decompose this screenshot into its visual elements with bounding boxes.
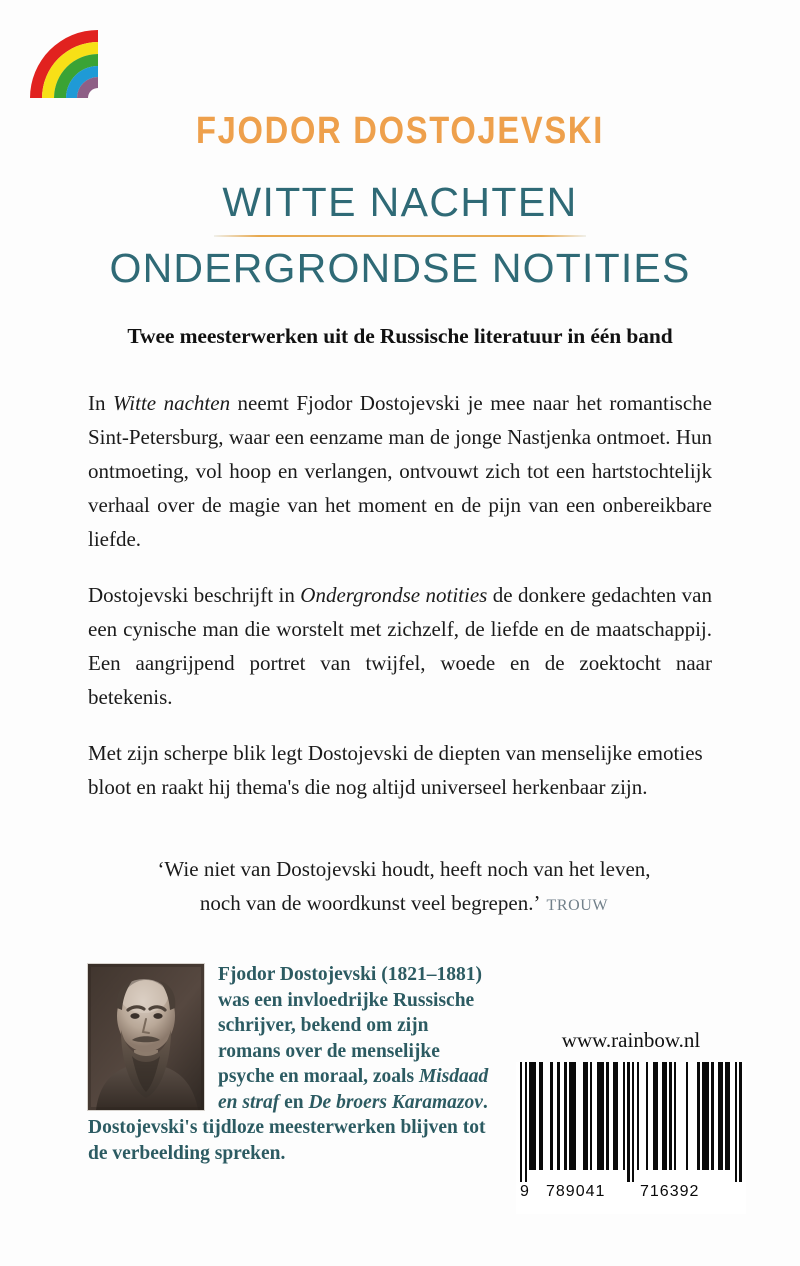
bio-text-post: . Dostojevski's tijdloze meesterwerken blijven tot de verbeelding spreken. (88, 1091, 488, 1164)
barcode-bar (686, 1062, 688, 1170)
blurb-paragraph-1 (88, 386, 712, 556)
blurb-paragraph-2 (88, 578, 712, 714)
quote-line-1: ‘Wie niet van Dostojevski houdt, heeft noch van het leven, (157, 857, 651, 881)
barcode-bar (520, 1062, 522, 1182)
bio-work-misdaad-en-straf: Misdaad en straf (218, 1066, 489, 1113)
barcode-bar (646, 1062, 648, 1170)
blurb-body (88, 386, 712, 804)
barcode-bar (725, 1062, 730, 1170)
author-portrait-photo (88, 964, 204, 1110)
blurb-paragraph-3: Met zijn scherpe blik legt Dostojevski de diepten van menselijke emoties bloot en raakt hij thema's die nog altijd universeel herkenbaar zijn. (88, 741, 703, 799)
barcode-bar (674, 1062, 676, 1170)
barcode-bar (583, 1062, 588, 1170)
bio-work-de-broers-karamazov: De broers Karamazov (308, 1091, 483, 1113)
barcode-bar (557, 1062, 559, 1170)
barcode-bar (590, 1062, 592, 1170)
barcode-bar (606, 1062, 608, 1170)
barcode-bar (711, 1062, 713, 1170)
barcode-bar (564, 1062, 566, 1170)
blurb-p1-title: Witte nachten (112, 391, 231, 415)
barcode-bar (623, 1062, 625, 1170)
rainbow-publisher-logo-icon (28, 28, 106, 100)
barcode-bar (569, 1062, 576, 1170)
barcode-bar (653, 1062, 658, 1170)
title-divider-rule (214, 235, 586, 237)
isbn-lead-digit: 9 (520, 1183, 530, 1200)
quote-source-attribution: TROUW (546, 897, 609, 914)
barcode-bar (632, 1062, 634, 1182)
book-title-block (0, 180, 800, 291)
barcode-bar (613, 1062, 618, 1170)
barcode-bar (739, 1062, 741, 1182)
isbn-barcode-bars (520, 1062, 742, 1182)
press-pull-quote (96, 852, 712, 923)
title-line-witte-nachten: WITTE NACHTEN (222, 179, 578, 225)
quote-line-2: noch van de woordkunst veel begrepen.’ (199, 891, 541, 915)
barcode-bar (539, 1062, 544, 1170)
publisher-website-url[interactable]: www.rainbow.nl (561, 1028, 701, 1052)
blurb-p1-post: neemt Fjodor Dostojevski je mee naar het romantische Sint-Petersburg, waar een eenzame man de jonge Nastjenka ontmoet. Hun ontmoeting, vol hoop en verlangen, ontvouwt zich tot een hartstochtelijk verhaal over de magie van het moment en de pijn van een onbereikbare liefde. (88, 391, 712, 551)
barcode-bar (525, 1062, 527, 1182)
barcode-bar (529, 1062, 536, 1170)
blurb-p1-pre: In (88, 391, 113, 415)
barcode-bar (702, 1062, 709, 1170)
title-line-ondergrondse-notities: ONDERGRONDSE NOTITIES (109, 245, 691, 292)
barcode-bar (697, 1062, 699, 1170)
barcode-bar (669, 1062, 671, 1170)
isbn-left-group: 789041 (546, 1183, 606, 1200)
isbn-barcode (516, 1062, 746, 1214)
barcode-bar (627, 1062, 629, 1182)
isbn-barcode-digits (520, 1182, 742, 1204)
isbn-right-group: 716392 (640, 1183, 700, 1200)
barcode-bar (662, 1062, 667, 1170)
blurb-p2-title: Ondergrondse notities (300, 583, 488, 607)
blurb-p2-pre: Dostojevski beschrijft in (88, 583, 301, 607)
barcode-bar (550, 1062, 552, 1170)
barcode-bar (718, 1062, 723, 1170)
quote-line-2-wrap (96, 886, 712, 923)
author-bio-block (88, 962, 492, 1166)
author-name-heading: FJODOR DOSTOJEVSKI (195, 110, 605, 152)
barcode-bar (735, 1062, 737, 1182)
bio-text-between: en (279, 1091, 309, 1113)
blurb-p2-post: de donkere gedachten van een cynische man die worstelt met zichzelf, de liefde en de maatschappij. Een aangrijpend portret van twijfel, woede en de zoektocht naar betekenis. (88, 583, 712, 709)
subtitle-text: Twee meesterwerken uit de Russische literatuur in één band (127, 324, 673, 348)
barcode-bar (597, 1062, 604, 1170)
barcode-bar (637, 1062, 639, 1170)
bio-text-pre: Fjodor Dostojevski (1821–1881) was een invloedrijke Russische schrijver, bekend om zijn romans over de menselijke psyche en moraal, zoals (218, 964, 482, 1087)
